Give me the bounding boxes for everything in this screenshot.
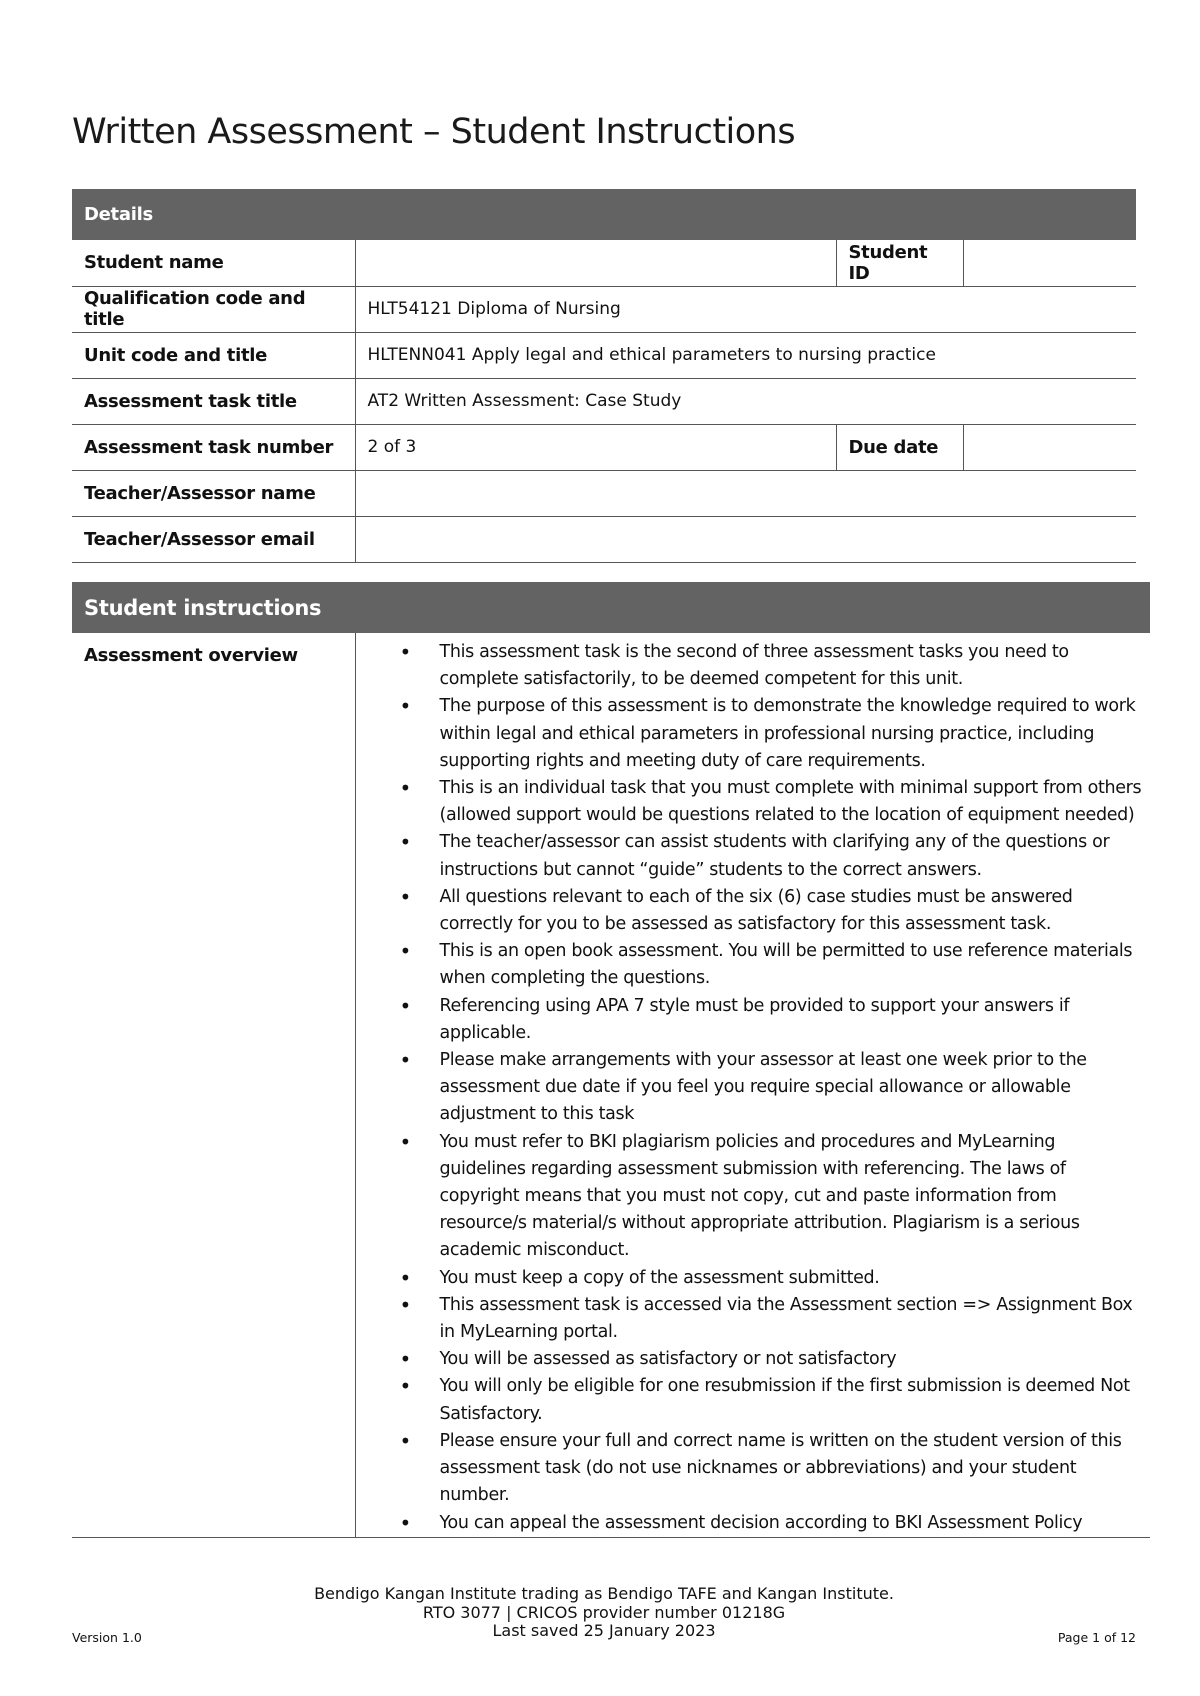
overview-item: • All questions relevant to each of the six (6) case studies must be answered correctly for you to be assessed as satisfactory for this assessment task. <box>440 884 1145 938</box>
footer-center <box>72 1585 1136 1641</box>
unit-label: Unit code and title <box>72 332 355 378</box>
student-name-row <box>72 240 1136 286</box>
overview-label: Assessment overview <box>72 633 355 1537</box>
overview-item: • The teacher/assessor can assist students with clarifying any of the questions or instructions but cannot “guide” students to the correct answers. <box>440 829 1145 883</box>
overview-item: • This assessment task is the second of three assessment tasks you need to complete satisfactorily, to be deemed competent for this unit. <box>440 639 1145 693</box>
footer-page-number: Page 1 of 12 <box>1057 1630 1136 1645</box>
task-number-row <box>72 424 1136 470</box>
footer-line-2: RTO 3077 | CRICOS provider number 01218G <box>422 1602 786 1622</box>
qualification-label: Qualification code and title <box>72 286 355 332</box>
unit-row <box>72 332 1136 378</box>
details-header: Details <box>72 189 1136 240</box>
task-number-value: 2 of 3 <box>355 424 836 470</box>
overview-item: • You can appeal the assessment decision according to BKI Assessment Policy <box>440 1510 1145 1537</box>
overview-item: • You will only be eligible for one resubmission if the first submission is deemed Not Satisfactory. <box>440 1373 1145 1427</box>
instructions-header: Student instructions <box>72 582 1150 633</box>
assessor-name-row <box>72 470 1136 516</box>
assessor-email-field[interactable] <box>355 516 1136 562</box>
details-header-row <box>72 189 1136 240</box>
overview-item: • The purpose of this assessment is to demonstrate the knowledge required to work within legal and ethical parameters in professional nursing practice, including supporting rights and meeting duty of care requirements. <box>440 693 1145 775</box>
instructions-header-row <box>72 582 1150 633</box>
page-title: Written Assessment – Student Instructions <box>72 112 796 152</box>
overview-item: • Please make arrangements with your assessor at least one week prior to the assessment due date if you feel you require special allowance or allowable adjustment to this task <box>440 1047 1145 1129</box>
qualification-row <box>72 286 1136 332</box>
task-number-label: Assessment task number <box>72 424 355 470</box>
overview-item: • This assessment task is accessed via the Assessment section => Assignment Box in MyLearning portal. <box>440 1292 1145 1346</box>
details-table <box>72 189 1136 563</box>
qualification-value: HLT54121 Diploma of Nursing <box>355 286 1136 332</box>
student-name-label: Student name <box>72 240 355 286</box>
student-name-field[interactable] <box>355 240 836 286</box>
assessor-email-row <box>72 516 1136 562</box>
overview-item: • You must refer to BKI plagiarism policies and procedures and MyLearning guidelines regarding assessment submission with referencing. The laws of copyright means that you must not copy, cut and paste information from resource/s material/s without appropriate attribution. Plagiarism is a serious academic misconduct. <box>440 1129 1145 1265</box>
overview-item: • You will be assessed as satisfactory or not satisfactory <box>440 1346 1145 1373</box>
overview-item: • Referencing using APA 7 style must be provided to support your answers if applicable. <box>440 993 1145 1047</box>
footer-line-3: Last saved 25 January 2023 <box>492 1621 716 1640</box>
footer-line-1: Bendigo Kangan Institute trading as Bendigo TAFE and Kangan Institute. <box>314 1584 894 1603</box>
task-title-row <box>72 378 1136 424</box>
student-id-field[interactable] <box>963 240 1136 286</box>
assessor-name-label: Teacher/Assessor name <box>72 470 355 516</box>
assessor-email-label: Teacher/Assessor email <box>72 516 355 562</box>
overview-item: • This is an open book assessment. You will be permitted to use reference materials when completing the questions. <box>440 938 1145 992</box>
due-date-label: Due date <box>836 424 963 470</box>
instructions-table <box>72 582 1150 1538</box>
due-date-field[interactable] <box>963 424 1136 470</box>
unit-value: HLTENN041 Apply legal and ethical parameters to nursing practice <box>355 332 1136 378</box>
overview-content <box>355 633 1150 1537</box>
assessor-name-field[interactable] <box>355 470 1136 516</box>
overview-item: • You must keep a copy of the assessment submitted. <box>440 1265 1145 1292</box>
student-id-label: Student ID <box>836 240 963 286</box>
overview-item: • Please ensure your full and correct name is written on the student version of this assessment task (do not use nicknames or abbreviations) and your student number. <box>440 1428 1145 1510</box>
task-title-label: Assessment task title <box>72 378 355 424</box>
overview-item: • This is an individual task that you must complete with minimal support from others (allowed support would be questions related to the location of equipment needed) <box>440 775 1145 829</box>
overview-list <box>356 639 1145 1537</box>
footer-version: Version 1.0 <box>72 1630 142 1645</box>
task-title-value: AT2 Written Assessment: Case Study <box>355 378 1136 424</box>
overview-row <box>72 633 1150 1537</box>
